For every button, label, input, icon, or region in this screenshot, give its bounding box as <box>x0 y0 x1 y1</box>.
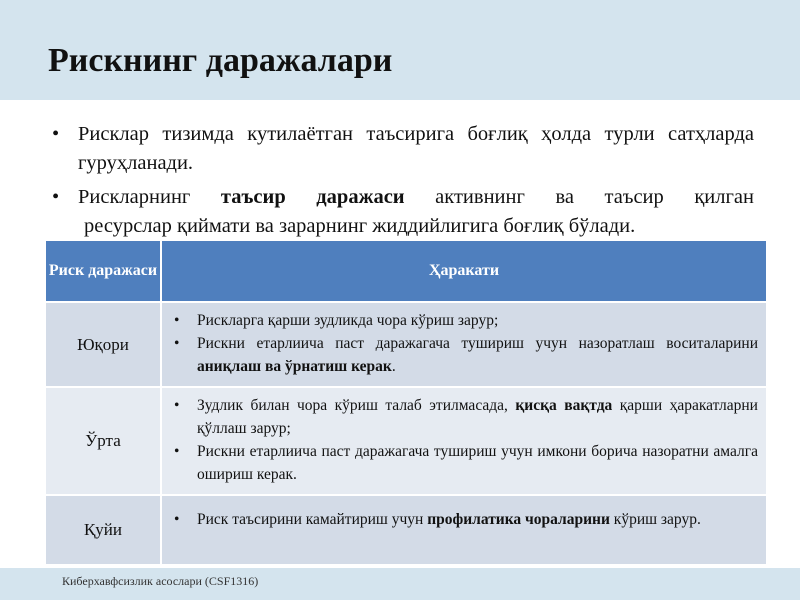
table-header-row <box>46 241 767 302</box>
action-bold-text: профилатика чораларини <box>427 511 610 528</box>
action-text: Рискларга қарши зудликда чора кўриш зарур; <box>197 312 499 329</box>
bullet-text: активнинг ва таъсир қилган <box>404 186 754 208</box>
action-text: Зудлик билан чора кўриш талаб этилмасада, <box>197 397 516 414</box>
footer-band <box>0 568 800 600</box>
bullet-bold-text: таъсир даражаси <box>220 186 405 208</box>
bullet-dot: • <box>174 335 180 352</box>
bullet-dot: • <box>174 397 180 414</box>
action-cell <box>161 495 767 565</box>
bullet-line <box>78 183 754 212</box>
action-list <box>162 303 766 386</box>
footer-course-label: Киберхавфсизлик асослари (CSF1316) <box>62 574 259 588</box>
action-cell <box>161 302 767 387</box>
action-text: Рискни етарлиича паст даражагача тушириш учун имкони борича назоратни амалга ошириш керак. <box>197 443 758 483</box>
action-item <box>170 394 758 440</box>
bullet-dot: • <box>174 443 180 460</box>
table-row <box>46 495 767 565</box>
action-cell <box>161 387 767 495</box>
action-item <box>170 502 758 531</box>
bullet-dot: • <box>174 511 180 528</box>
bullet-item <box>52 183 754 241</box>
bullet-text: Рискларнинг <box>78 186 221 208</box>
header-risk-level: Риск даражаси <box>46 241 161 302</box>
action-item <box>170 309 758 332</box>
risk-level-cell: Қуйи <box>46 495 161 565</box>
slide-title: Рискнинг даражалари <box>48 42 393 79</box>
action-bold-text: қисқа вақтда <box>515 397 613 414</box>
risk-level-cell: Ўрта <box>46 387 161 495</box>
table-row <box>46 302 767 387</box>
bullet-dot: • <box>52 123 60 145</box>
action-item <box>170 440 758 486</box>
risk-level-table <box>46 241 768 566</box>
action-list <box>162 496 766 539</box>
risk-level-cell: Юқори <box>46 302 161 387</box>
header-action: Ҳаракати <box>161 241 767 302</box>
bullet-line: ресурслар қиймати ва зарарнинг жиддийлигига боғлиқ бўлади. <box>84 215 636 237</box>
action-text: кўриш зарур. <box>609 511 701 528</box>
action-text: қарши ҳаракатларни қўллаш зарур; <box>197 397 758 437</box>
action-list <box>162 388 766 494</box>
bullet-text: Рисклар тизимда кутилаётган таъсирига боғлиқ ҳолда турли сатҳларда гуруҳланади. <box>78 123 754 174</box>
action-bold-text: аниқлаш ва ўрнатиш керак <box>197 358 392 375</box>
bullet-list <box>52 120 754 246</box>
bullet-dot: • <box>174 312 180 329</box>
bullet-item <box>52 120 754 178</box>
action-text: Рискни етарлиича паст даражагача тушириш учун назоратлаш воситаларини <box>197 335 758 352</box>
action-text: Риск таъсирини камайтириш учун <box>197 511 428 528</box>
table-row <box>46 387 767 495</box>
bullet-dot: • <box>52 186 60 208</box>
action-item <box>170 332 758 378</box>
action-text: . <box>391 358 396 375</box>
